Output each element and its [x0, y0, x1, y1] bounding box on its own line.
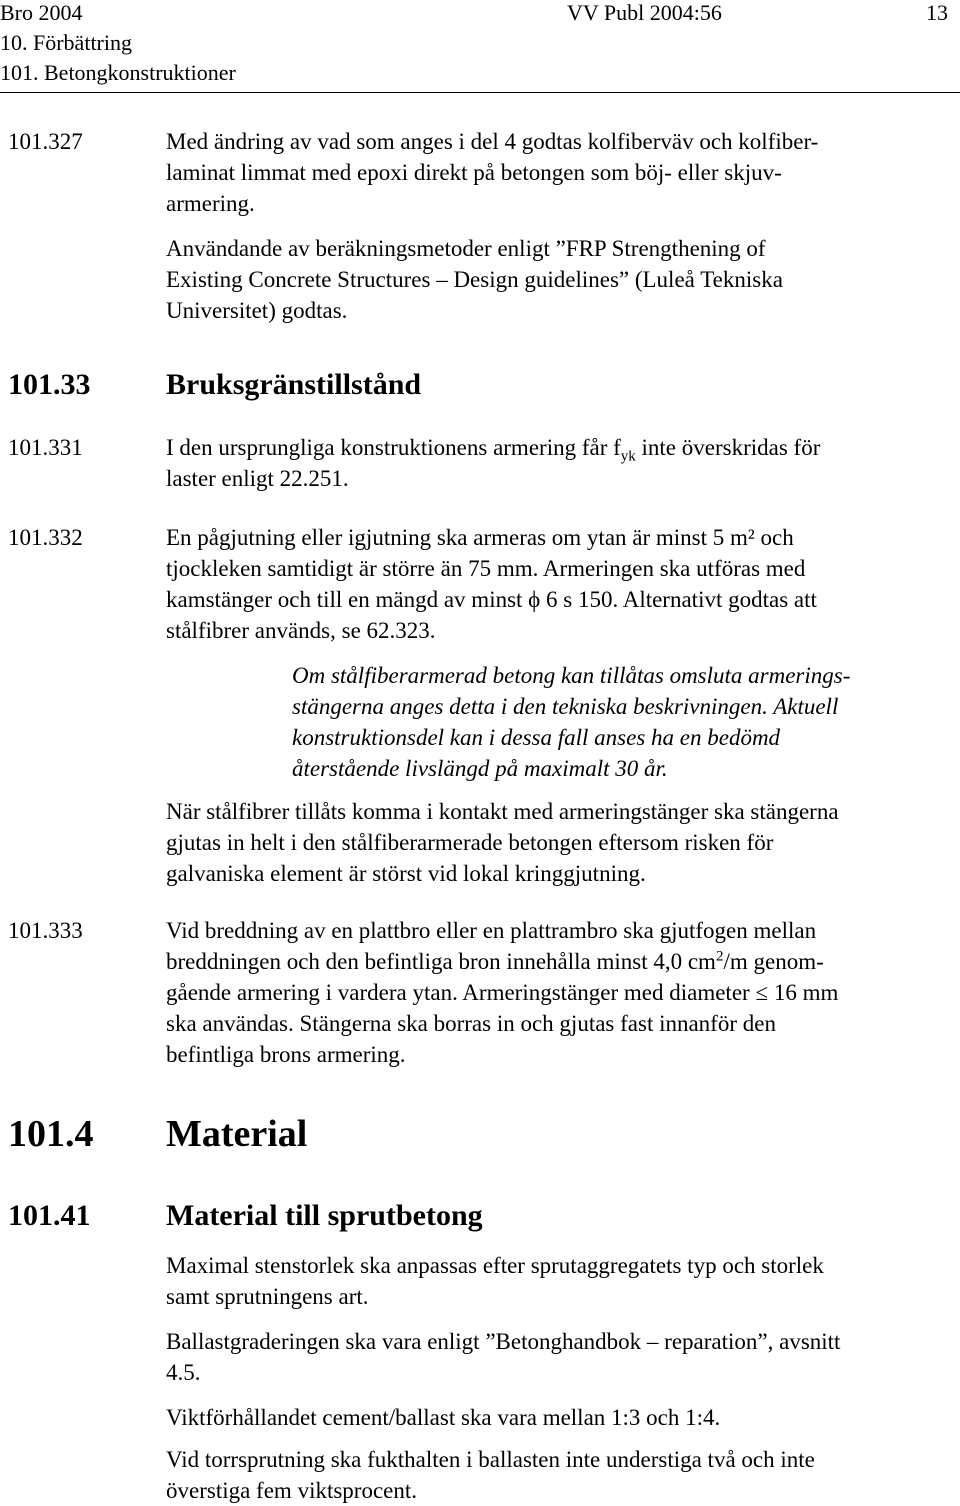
text-line: kamstänger och till en mängd av minst ϕ 6 s 150. Alternativt godtas att	[166, 587, 817, 612]
header-document-id: VV Publ 2004:56	[567, 0, 722, 25]
text-line: Vid breddning av en plattbro eller en plattrambro ska gjutfogen mellan	[166, 918, 817, 943]
text-line: laster enligt 22.251.	[166, 466, 349, 491]
text-line: gjutas in helt i den stålfiberarmerade betongen eftersom risken för	[166, 830, 774, 855]
text-line: När stålfibrer tillåts komma i kontakt med armeringstänger ska stängerna	[166, 799, 839, 824]
text-line	[166, 432, 936, 463]
paragraph-333	[166, 915, 936, 1070]
subscript: yk	[620, 448, 636, 465]
text-line: Existing Concrete Structures – Design guidelines” (Luleå Tekniska	[166, 267, 783, 292]
text-line: Universitet) godtas.	[166, 298, 348, 323]
text-run: I den ursprungliga konstruktionens armering får f	[166, 435, 621, 460]
heading-bruksgranstillstand: Bruksgränstillstånd	[166, 368, 422, 401]
text-line: Om stålfiberarmerad betong kan tillåtas omsluta armerings-	[292, 663, 851, 688]
text-line: samt sprutningens art.	[166, 1284, 369, 1309]
heading-material-till-sprutbetong: Material till sprutbetong	[166, 1199, 483, 1232]
text-line: tjockleken samtidigt är större än 75 mm. Armeringen ska utföras med	[166, 556, 806, 581]
heading-number-41: 101.41	[8, 1199, 91, 1232]
heading-number-33: 101.33	[8, 368, 91, 401]
superscript: 2	[715, 948, 724, 965]
text-run: breddningen och den befintliga bron innehålla minst 4,0 cm	[166, 949, 716, 974]
text-line: ska användas. Stängerna ska borras in och gjutas fast innanför den	[166, 1011, 776, 1036]
text-line: stängerna anges detta i den tekniska beskrivningen. Aktuell	[292, 694, 839, 719]
paragraph-327	[166, 126, 936, 219]
text-line: laminat limmat med epoxi direkt på betongen som böj- eller skjuv-	[166, 160, 782, 185]
text-line: gående armering i vardera ytan. Armeringstänger med diameter ≤ 16 mm	[166, 980, 839, 1005]
paragraph-327-continued	[166, 233, 936, 326]
text-line: Vid torrsprutning ska fukthalten i ballasten inte understiga två och inte	[166, 1447, 815, 1472]
header-section: 101. Betongkonstruktioner	[0, 60, 236, 85]
text-line: armering.	[166, 191, 255, 216]
text-run: /m genom-	[723, 949, 824, 974]
header-publication: Bro 2004	[0, 0, 83, 25]
text-line: Användande av beräkningsmetoder enligt ”FRP Strengthening of	[166, 236, 766, 261]
heading-material: Material	[166, 1113, 308, 1155]
text-line: Viktförhållandet cement/ballast ska vara mellan 1:3 och 1:4.	[166, 1405, 721, 1430]
paragraph-332-continued	[166, 796, 936, 889]
text-line: Ballastgraderingen ska vara enligt ”Betonghandbok – reparation”, avsnitt	[166, 1329, 841, 1354]
header-chapter: 10. Förbättring	[0, 30, 132, 55]
paragraph-number-331: 101.331	[8, 435, 83, 460]
text-line: galvaniska element är störst vid lokal kringgjutning.	[166, 861, 646, 886]
text-line: konstruktionsdel kan i dessa fall anses ha en bedömd	[292, 725, 781, 750]
paragraph-number-332: 101.332	[8, 525, 83, 550]
text-line	[166, 946, 936, 977]
paragraph-331	[166, 432, 936, 494]
header-page-number: 13	[926, 0, 948, 25]
paragraph-number-327: 101.327	[8, 129, 83, 154]
text-line: 4.5.	[166, 1360, 201, 1385]
text-line: överstiga fem viktsprocent.	[166, 1478, 418, 1503]
text-line: En pågjutning eller igjutning ska armeras om ytan är minst 5 m² och	[166, 525, 794, 550]
paragraph-41-grading	[166, 1326, 936, 1388]
text-line: Maximal stenstorlek ska anpassas efter sprutaggregatets typ och storlek	[166, 1253, 824, 1278]
paragraph-41-stone-size	[166, 1250, 936, 1312]
text-line: stålfibrer används, se 62.323.	[166, 618, 436, 643]
paragraph-number-333: 101.333	[8, 918, 83, 943]
commentary-note	[292, 660, 942, 784]
paragraph-41-moisture	[166, 1444, 936, 1506]
text-line: Med ändring av vad som anges i del 4 godtas kolfiberväv och kolfiber-	[166, 129, 819, 154]
paragraph-41-ratio	[166, 1402, 936, 1433]
text-line: befintliga brons armering.	[166, 1042, 406, 1067]
text-run: inte överskridas för	[635, 435, 821, 460]
paragraph-332	[166, 522, 936, 646]
text-line: återstående livslängd på maximalt 30 år.	[292, 756, 668, 781]
heading-number-4: 101.4	[8, 1113, 94, 1155]
header-rule	[0, 92, 960, 93]
